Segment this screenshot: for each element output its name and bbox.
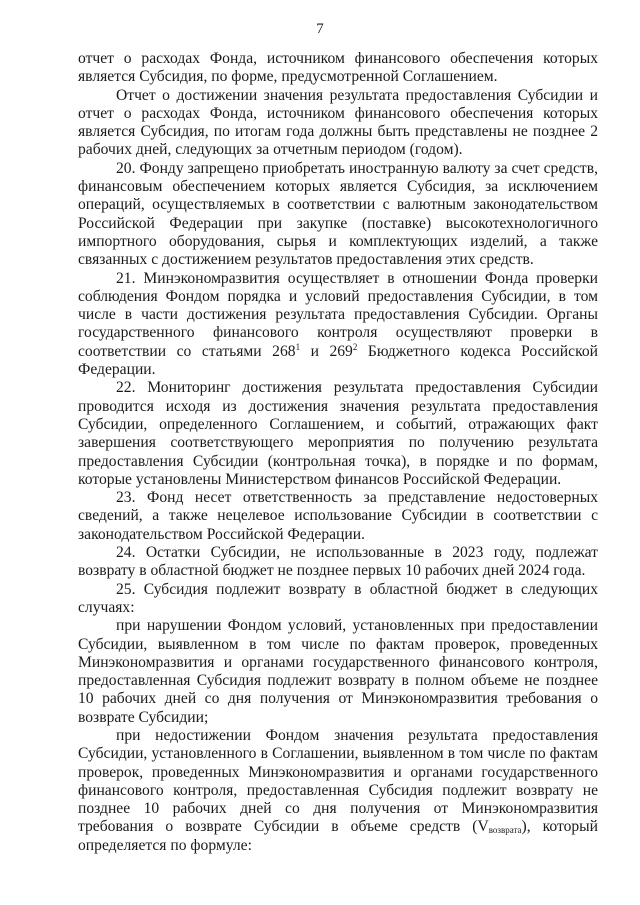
paragraph-20: 20. Фонду запрещено приобретать иностранную валюту за счет средств, финансовым обеспечением которых является Субсидия, за исключением операций, осуществляемых в соответствии с валютным законодательством Российской Федерации при закупке (поставке) высокотехнологичного импортного оборудования, сырья и комплектующих изделий, а также связанных с достижением результатов предоставления этих средств.: [78, 159, 598, 269]
paragraph-21-mid: и 269: [300, 342, 353, 360]
subscript-vozvrata: возврата: [488, 825, 522, 836]
document-body: [78, 50, 598, 855]
superscript-1: 1: [295, 341, 301, 352]
page-number: 7: [316, 21, 324, 37]
paragraph-report-continuation: отчет о расходах Фонда, источником финансового обеспечения которых является Субсидия, по форме, предусмотренной Соглашением.: [78, 50, 598, 86]
paragraph-report-deadline: Отчет о достижении значения результата предоставления Субсидии и отчет о расходах Фонда, источником финансового обеспечения которых является Субсидия, по итогам года должны быть представлены не позднее 2 рабочих дней, следующих за отчетным периодом (годом).: [78, 86, 598, 159]
superscript-2: 2: [352, 341, 358, 352]
paragraph-25-case-violation: при нарушении Фондом условий, установленных при предоставлении Субсидии, выявленном в том числе по фактам проверок, проведенных Минэкономразвития и органами государственного финансового контроля, предоставленная Субсидия подлежит возврату в полном объеме не позднее 10 рабочих дней со дня получения от Минэкономразвития требования о возврате Субсидии;: [78, 617, 598, 726]
paragraph-22: 22. Мониторинг достижения результата предоставления Субсидии проводится исходя из достижения значения результата предоставления Субсидии, определенного Соглашением, и событий, отражающих факт завершения соответствующего мероприятия по получению результата предоставления Субсидии (контрольная точка), в порядке и по формам, которые установлены Министерством финансов Российской Федерации.: [78, 379, 598, 488]
paragraph-24: 24. Остатки Субсидии, не использованные в 2023 году, подлежат возврату в областной бюджет не позднее первых 10 рабочих дней 2024 года.: [78, 544, 598, 580]
paragraph-23: 23. Фонд несет ответственность за представление недостоверных сведений, а также нецелевое использование Субсидии в соответствии с законодательством Российской Федерации.: [78, 489, 598, 543]
paragraph-last-end: ), который определяется по формуле:: [78, 818, 598, 854]
paragraph-21-text: 21. Минэкономразвития осуществляет в отношении Фонда проверки соблюдения Фондом порядка и условий предоставления Субсидии, в том числе в части достижения результата предоставления Субсидии. Органы государственного финансового контроля осуществляют проверки в соответствии со статьями 268: [78, 269, 598, 360]
paragraph-25: 25. Субсидия подлежит возврату в областной бюджет в следующих случаях:: [78, 580, 598, 616]
paragraph-21: [78, 270, 598, 380]
paragraph-25-case-nonachievement: [78, 727, 598, 855]
paragraph-last-text: при недостижении Фондом значения результата предоставления Субсидии, установленного в Соглашении, выявленном в том числе по фактам проверок, проведенных Минэкономразвития и органами государственного финансового контроля, предоставленная Субсидия подлежит возврату не позднее 10 рабочих дней со дня получения от Минэкономразвития требования о возврате Субсидии в объеме средств (V: [78, 726, 598, 836]
paragraph-21-end: Бюджетного кодекса Российской Федерации.: [78, 342, 598, 379]
